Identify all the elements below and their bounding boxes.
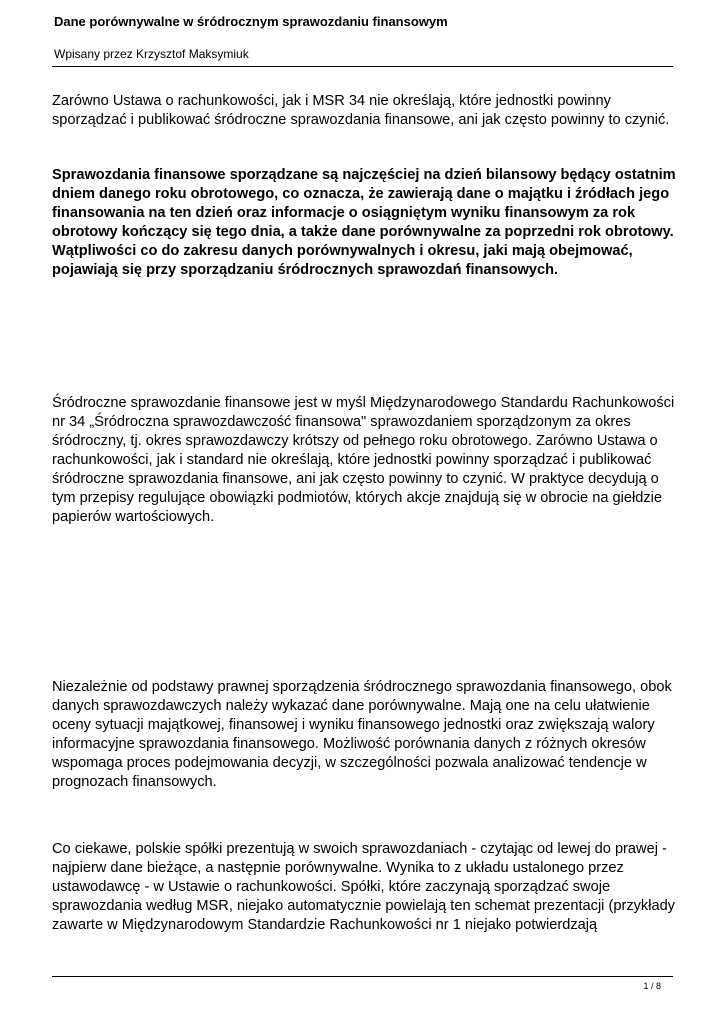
footer-divider [52,976,673,977]
paragraph-3: Śródroczne sprawozdanie finansowe jest w myśl Międzynarodowego Standardu Rachunkowości nr 34 „Śródroczna sprawozdawczość finansowa" sprawozdaniem sporządzonym za okres śródroczny, tj. okres sprawozdawczy krótszy od pełnego roku obrotowego. Zarówno Ustawa o rachunkowości, jak i standard nie określają, które jednostki powinny sporządzać i publikować śródroczne sprawozdania finansowe, ani jak często powinny to czynić. W praktyce decydują o tym przepisy regulujące obowiązki podmiotów, których akcje znajdują się w obrocie na giełdzie papierów wartościowych. [52,395,675,525]
paragraph-1: Zarówno Ustawa o rachunkowości, jak i MSR 34 nie określają, które jednostki powinny sporządzać i publikować śródroczne sprawozdania finansowe, ani jak często powinny to czynić. [52,93,670,128]
page-number: 1 / 8 [643,981,661,991]
document-author: Wpisany przez Krzysztof Maksymiuk [54,47,249,61]
document-title: Dane porównywalne w śródrocznym sprawozdaniu finansowym [54,14,448,29]
paragraph-2-lead: Sprawozdania finansowe sporządzane są najczęściej na dzień bilansowy będący ostatnim dniem danego roku obrotowego, co oznacza, że zawierają dane o majątku i źródłach jego finansowania na ten dzień oraz informacje o osiągniętym wyniku finansowym za rok obrotowy kończący się tego dnia, a także dane porównywalne za poprzedni rok obrotowy. Wątpliwości co do zakresu danych porównywalnych i okresu, jaki mają obejmować, pojawiają się przy sporządzaniu śródrocznych sprawozdań finansowych. [52,167,676,278]
header-divider [52,66,673,67]
paragraph-5: Co ciekawe, polskie spółki prezentują w swoich sprawozdaniach - czytając od lewej do prawej - najpierw dane bieżące, a następnie porównywalne. Wynika to z układu ustalonego przez ustawodawcę - w Ustawie o rachunkowości. Spółki, które zaczynają sporządzać swoje sprawozdania według MSR, niejako automatycznie powielają ten schemat prezentacji (przykłady zawarte w Międzynarodowym Standardzie Rachunkowości nr 1 niejako potwierdzają [52,841,675,933]
paragraph-4: Niezależnie od podstawy prawnej sporządzenia śródrocznego sprawozdania finansowego, obok danych sprawozdawczych należy wykazać dane porównywalne. Mają one na celu ułatwienie oceny sytuacji majątkowej, finansowej i wyniku finansowego jednostki oraz zwiększają walory informacyjne sprawozdania finansowego. Możliwość porównania danych z różnych okresów wspomaga proces podejmowania decyzji, w szczególności pozwala analizować tendencje w prognozach finansowych. [52,679,672,790]
